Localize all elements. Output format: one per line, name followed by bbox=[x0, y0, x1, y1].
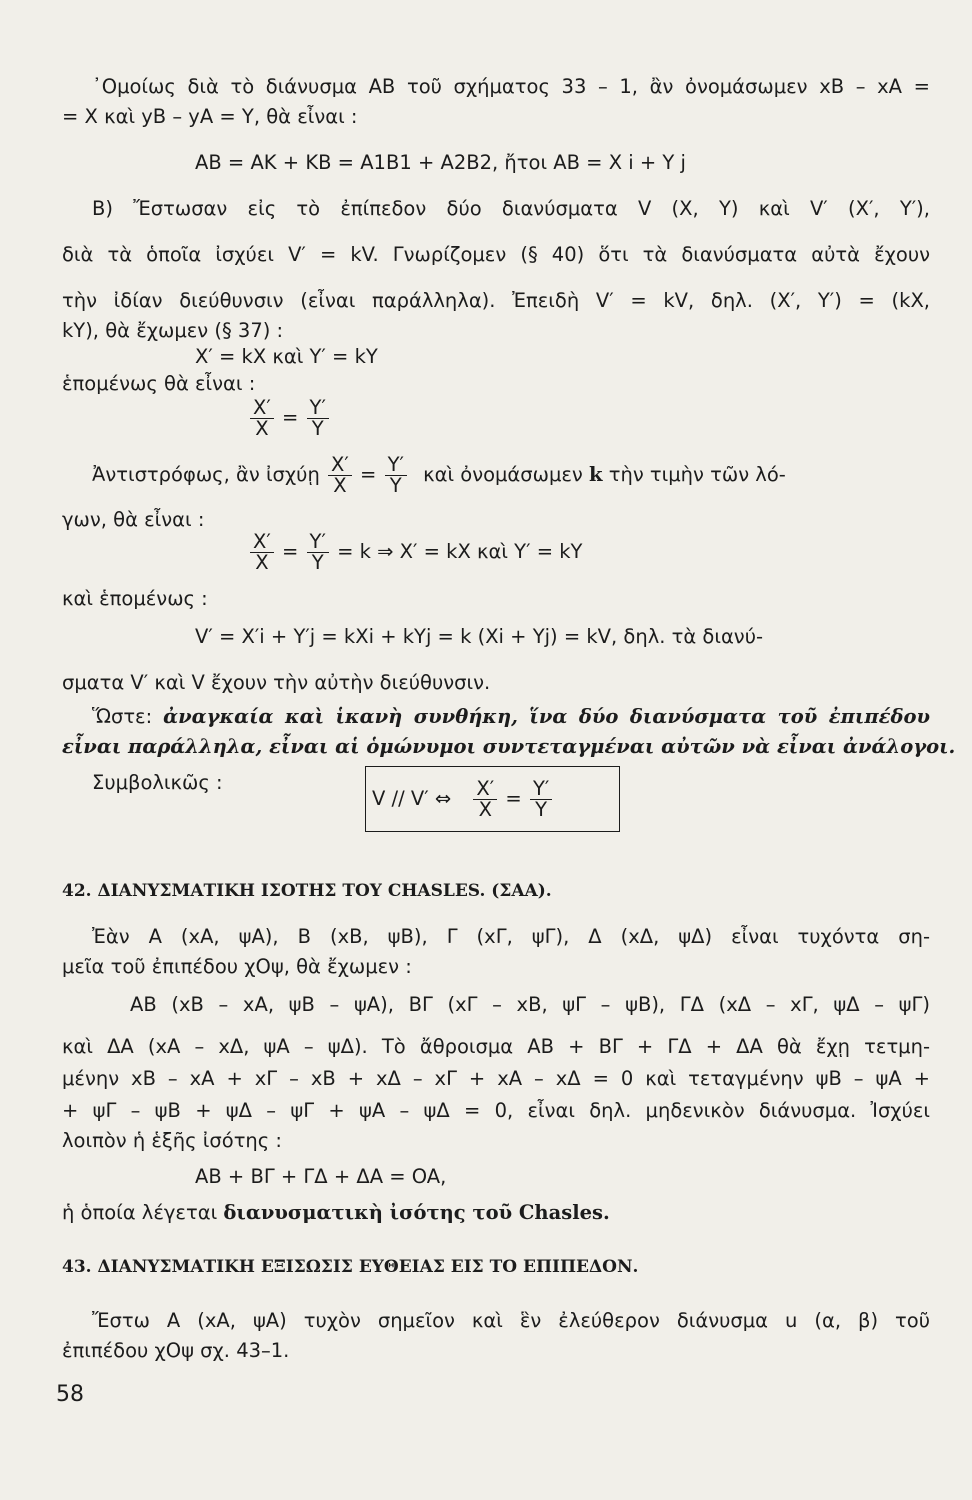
text-line-inline-fraction: Ἀντιστρόφως, ἂν ἰσχύῃ $\frac{X'}{X}$ = $\frac{Y'}{Y}$ καὶ ὀνομάσωμεν k τὴν τιμὴν τῶν λό- bbox=[92, 453, 786, 497]
fraction-equation: $\frac{X'}{X}$ = $\frac{Y'}{Y}$ bbox=[248, 398, 331, 439]
text-line: τὴν ἰδίαν διεύθυνσιν (εἶναι παράλληλα). Ἐπειδὴ V′ = kV, δηλ. (X′, Y′) = (kX, bbox=[62, 289, 930, 312]
text-line: ᾿Ομοίως διὰ τὸ διάνυσμα AB τοῦ σχήματος 33 – 1, ἂν ὀνομάσωμεν xB – xA = bbox=[92, 75, 930, 98]
text-line: Ἐὰν A (xA, ψA), B (xB, ψB), Γ (xΓ, ψΓ), Δ (xΔ, ψΔ) εἶναι τυχόντα ση- bbox=[92, 925, 930, 948]
text-line: Ἔστω A (xA, ψA) τυχὸν σημεῖον καὶ ἓν ἐλεύθερον διάνυσμα u (α, β) τοῦ bbox=[92, 1309, 930, 1332]
text-line: καὶ ἑπομένως : bbox=[62, 587, 208, 610]
text-line: σματα V′ καὶ V ἔχουν τὴν αὐτὴν διεύθυνσιν. bbox=[62, 671, 491, 694]
equation-line: X′ = kX καὶ Y′ = kY bbox=[195, 345, 378, 368]
equation-line: V′ = X′i + Y′j = kXi + kYj = k (Xi + Yj) = kV, δηλ. τὰ διανύ- bbox=[195, 625, 764, 648]
equation-line: AB + BΓ + ΓΔ + ΔA = OA, bbox=[195, 1165, 447, 1188]
text-line: διὰ τὰ ὁποῖα ἰσχύει V′ = kV. Γνωρίζομεν (§ 40) ὅτι τὰ διανύσματα αὐτὰ ἔχουν bbox=[62, 243, 930, 266]
fraction-equation: $\frac{X'}{X}$ = $\frac{Y'}{Y}$ = k ⇒ X′ = kX καὶ Y′ = kY bbox=[248, 532, 582, 573]
text-line: Συμβολικῶς : bbox=[92, 771, 223, 794]
text-line: ἡ ὁποία λέγεται διανυσματικὴ ἰσότης τοῦ Chasles. bbox=[62, 1201, 610, 1224]
text-line: Ὥστε: ἀναγκαία καὶ ἱκανὴ συνθήκη, ἵνα δύο διανύσματα τοῦ ἐπιπέδου bbox=[92, 705, 931, 728]
equation-line: AB (xB – xA, ψB – ψA), BΓ (xΓ – xB, ψΓ – ψB), ΓΔ (xΔ – xΓ, ψΔ – ψΓ) bbox=[130, 993, 930, 1016]
text-line: ἐπιπέδου χΟψ σχ. 43–1. bbox=[62, 1339, 290, 1362]
text-line: = X καὶ yB – yA = Y, θὰ εἶναι : bbox=[62, 105, 358, 128]
section-heading-43: 43. ΔΙΑΝΥΣΜΑΤΙΚΗ ΕΞΙΣΩΣΙΣ ΕΥΘΕΙΑΣ ΕΙΣ ΤΟ ΕΠΙΠΕΔΟΝ. bbox=[62, 1257, 639, 1277]
text-line: μένην xB – xA + xΓ – xB + xΔ – xΓ + xA – xΔ = 0 καὶ τεταγμένην ψB – ψA + bbox=[62, 1067, 930, 1090]
text-line: εἶναι παράλληλα, εἶναι αἱ ὁμώνυμοι συντεταγμέναι αὐτῶν νὰ εἶναι ἀνάλογοι. bbox=[62, 735, 956, 758]
text-line: B) Ἔστωσαν εἰς τὸ ἐπίπεδον δύο διανύσματα V (X, Y) καὶ V′ (X′, Y′), bbox=[92, 197, 930, 220]
text-line: + ψΓ – ψB + ψΔ – ψΓ + ψA – ψΔ = 0, εἶναι δηλ. μηδενικὸν διάνυσμα. Ἰσχύει bbox=[62, 1099, 930, 1122]
text-line: μεῖα τοῦ ἐπιπέδου χΟψ, θὰ ἔχωμεν : bbox=[62, 955, 412, 978]
section-heading-42: 42. ΔΙΑΝΥΣΜΑΤΙΚΗ ΙΣΟΤΗΣ ΤΟΥ CHASLES. (ΣΑΑ). bbox=[62, 881, 552, 901]
text-line: καὶ ΔA (xA – xΔ, ψA – ψΔ). Τὸ ἄθροισμα AB + BΓ + ΓΔ + ΔA θὰ ἔχῃ τετμη- bbox=[62, 1035, 930, 1058]
page-number: 58 bbox=[56, 1382, 84, 1407]
text-line: kY), θὰ ἔχωμεν (§ 37) : bbox=[62, 319, 284, 342]
text-line: λοιπὸν ἡ ἑξῆς ἰσότης : bbox=[62, 1129, 283, 1152]
boxed-formula: V // V′ ⇔ $\frac{X'}{X}$ = $\frac{Y'}{Y}$ bbox=[365, 766, 620, 832]
equation-line: AB = AK + KB = A1B1 + A2B2, ἤτοι AB = X i + Y j bbox=[195, 151, 686, 174]
text-line: γων, θὰ εἶναι : bbox=[62, 508, 205, 531]
text-line: ἑπομένως θὰ εἶναι : bbox=[62, 372, 256, 395]
